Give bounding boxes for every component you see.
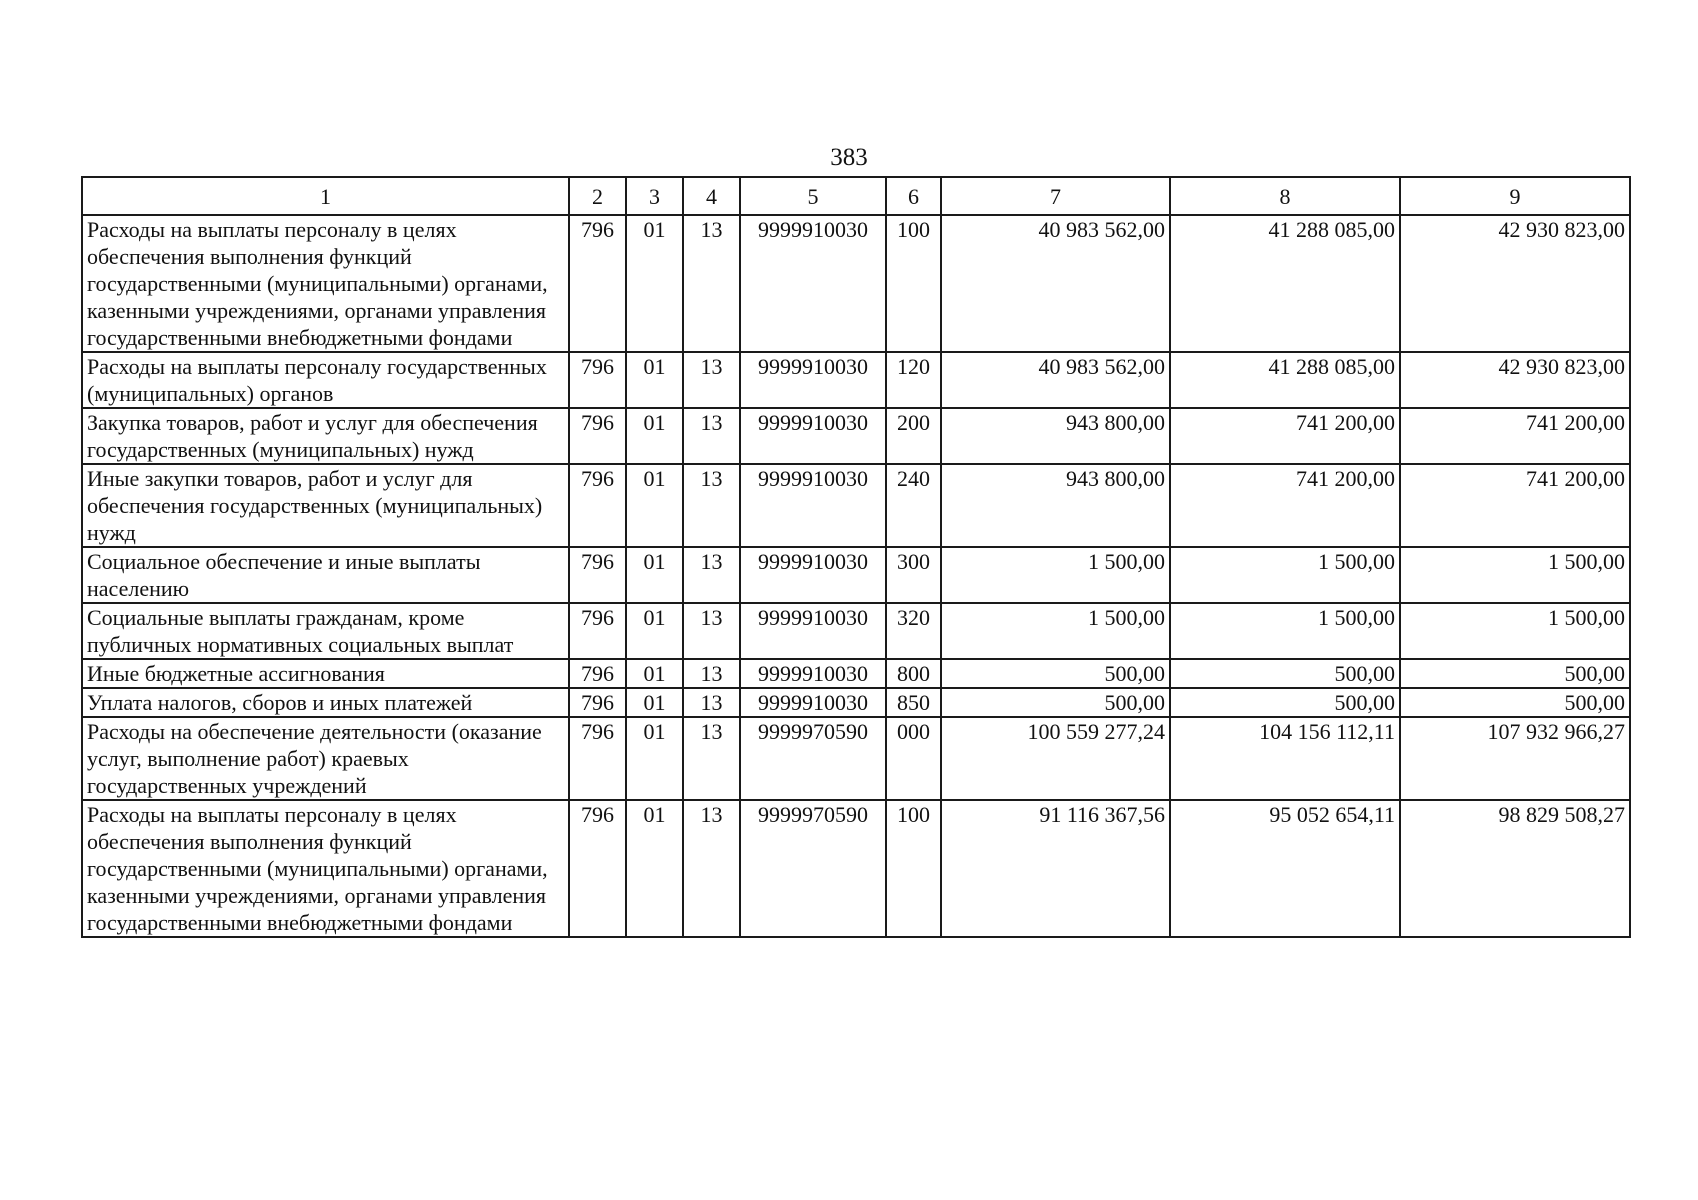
amount-col-8: 500,00 [1170, 688, 1400, 717]
amount-col-7: 500,00 [941, 688, 1170, 717]
subsection-code: 13 [683, 547, 740, 603]
amount-col-9: 107 932 966,27 [1400, 717, 1630, 800]
expense-name: Иные бюджетные ассигнования [82, 659, 569, 688]
section-code: 01 [626, 688, 683, 717]
expense-name: Расходы на выплаты персоналу государственных (муниципальных) органов [82, 352, 569, 408]
header-col-3: 3 [626, 177, 683, 215]
amount-col-7: 40 983 562,00 [941, 215, 1170, 352]
expense-type-code: 240 [886, 464, 941, 547]
section-code: 01 [626, 717, 683, 800]
subsection-code: 13 [683, 464, 740, 547]
header-col-2: 2 [569, 177, 626, 215]
target-article-code: 9999970590 [740, 717, 886, 800]
amount-col-8: 500,00 [1170, 659, 1400, 688]
amount-col-9: 42 930 823,00 [1400, 352, 1630, 408]
subsection-code: 13 [683, 717, 740, 800]
target-article-code: 9999970590 [740, 800, 886, 937]
expense-name: Расходы на выплаты персоналу в целях обеспечения выполнения функций государственными (муниципальными) органами, казенными учреждениями, органами управления государственными внебюджетными фондами [82, 800, 569, 937]
target-article-code: 9999910030 [740, 464, 886, 547]
expense-name: Социальные выплаты гражданам, кроме публичных нормативных социальных выплат [82, 603, 569, 659]
table-row [82, 688, 1630, 717]
expense-type-code: 100 [886, 215, 941, 352]
section-code: 01 [626, 659, 683, 688]
amount-col-8: 104 156 112,11 [1170, 717, 1400, 800]
expense-name: Расходы на обеспечение деятельности (оказание услуг, выполнение работ) краевых государственных учреждений [82, 717, 569, 800]
header-col-5: 5 [740, 177, 886, 215]
amount-col-8: 1 500,00 [1170, 603, 1400, 659]
header-col-9: 9 [1400, 177, 1630, 215]
budget-table [81, 176, 1631, 938]
header-col-1: 1 [82, 177, 569, 215]
subsection-code: 13 [683, 800, 740, 937]
amount-col-7: 943 800,00 [941, 408, 1170, 464]
page-number: 383 [830, 144, 868, 171]
expense-type-code: 120 [886, 352, 941, 408]
header-col-7: 7 [941, 177, 1170, 215]
amount-col-8: 95 052 654,11 [1170, 800, 1400, 937]
subsection-code: 13 [683, 603, 740, 659]
header-col-4: 4 [683, 177, 740, 215]
section-code: 01 [626, 352, 683, 408]
ministry-code: 796 [569, 464, 626, 547]
section-code: 01 [626, 547, 683, 603]
expense-name: Закупка товаров, работ и услуг для обеспечения государственных (муниципальных) нужд [82, 408, 569, 464]
table-row [82, 352, 1630, 408]
amount-col-7: 91 116 367,56 [941, 800, 1170, 937]
expense-name: Иные закупки товаров, работ и услуг для обеспечения государственных (муниципальных) нужд [82, 464, 569, 547]
section-code: 01 [626, 800, 683, 937]
expense-type-code: 800 [886, 659, 941, 688]
target-article-code: 9999910030 [740, 659, 886, 688]
amount-col-8: 41 288 085,00 [1170, 352, 1400, 408]
header-col-8: 8 [1170, 177, 1400, 215]
target-article-code: 9999910030 [740, 352, 886, 408]
amount-col-9: 1 500,00 [1400, 603, 1630, 659]
ministry-code: 796 [569, 352, 626, 408]
target-article-code: 9999910030 [740, 688, 886, 717]
expense-type-code: 850 [886, 688, 941, 717]
subsection-code: 13 [683, 688, 740, 717]
amount-col-8: 1 500,00 [1170, 547, 1400, 603]
target-article-code: 9999910030 [740, 547, 886, 603]
table-row [82, 659, 1630, 688]
expense-type-code: 000 [886, 717, 941, 800]
section-code: 01 [626, 215, 683, 352]
ministry-code: 796 [569, 215, 626, 352]
ministry-code: 796 [569, 547, 626, 603]
amount-col-7: 500,00 [941, 659, 1170, 688]
section-code: 01 [626, 408, 683, 464]
subsection-code: 13 [683, 215, 740, 352]
amount-col-7: 1 500,00 [941, 547, 1170, 603]
expense-type-code: 100 [886, 800, 941, 937]
amount-col-8: 741 200,00 [1170, 464, 1400, 547]
section-code: 01 [626, 603, 683, 659]
subsection-code: 13 [683, 659, 740, 688]
table-row [82, 464, 1630, 547]
amount-col-9: 741 200,00 [1400, 408, 1630, 464]
expense-name: Расходы на выплаты персоналу в целях обеспечения выполнения функций государственными (муниципальными) органами, казенными учреждениями, органами управления государственными внебюджетными фондами [82, 215, 569, 352]
table-row [82, 800, 1630, 937]
amount-col-7: 1 500,00 [941, 603, 1170, 659]
amount-col-8: 41 288 085,00 [1170, 215, 1400, 352]
ministry-code: 796 [569, 603, 626, 659]
amount-col-9: 500,00 [1400, 659, 1630, 688]
expense-type-code: 200 [886, 408, 941, 464]
expense-type-code: 300 [886, 547, 941, 603]
amount-col-9: 500,00 [1400, 688, 1630, 717]
amount-col-8: 741 200,00 [1170, 408, 1400, 464]
ministry-code: 796 [569, 659, 626, 688]
section-code: 01 [626, 464, 683, 547]
amount-col-7: 943 800,00 [941, 464, 1170, 547]
amount-col-7: 40 983 562,00 [941, 352, 1170, 408]
header-col-6: 6 [886, 177, 941, 215]
table-row [82, 547, 1630, 603]
amount-col-9: 98 829 508,27 [1400, 800, 1630, 937]
subsection-code: 13 [683, 408, 740, 464]
table-row [82, 215, 1630, 352]
target-article-code: 9999910030 [740, 215, 886, 352]
subsection-code: 13 [683, 352, 740, 408]
target-article-code: 9999910030 [740, 603, 886, 659]
table-row [82, 717, 1630, 800]
ministry-code: 796 [569, 717, 626, 800]
expense-name: Социальное обеспечение и иные выплаты населению [82, 547, 569, 603]
amount-col-9: 1 500,00 [1400, 547, 1630, 603]
ministry-code: 796 [569, 800, 626, 937]
header-row [82, 177, 1630, 215]
table-row [82, 603, 1630, 659]
target-article-code: 9999910030 [740, 408, 886, 464]
expense-type-code: 320 [886, 603, 941, 659]
amount-col-9: 741 200,00 [1400, 464, 1630, 547]
amount-col-9: 42 930 823,00 [1400, 215, 1630, 352]
amount-col-7: 100 559 277,24 [941, 717, 1170, 800]
ministry-code: 796 [569, 688, 626, 717]
expense-name: Уплата налогов, сборов и иных платежей [82, 688, 569, 717]
table-row [82, 408, 1630, 464]
ministry-code: 796 [569, 408, 626, 464]
